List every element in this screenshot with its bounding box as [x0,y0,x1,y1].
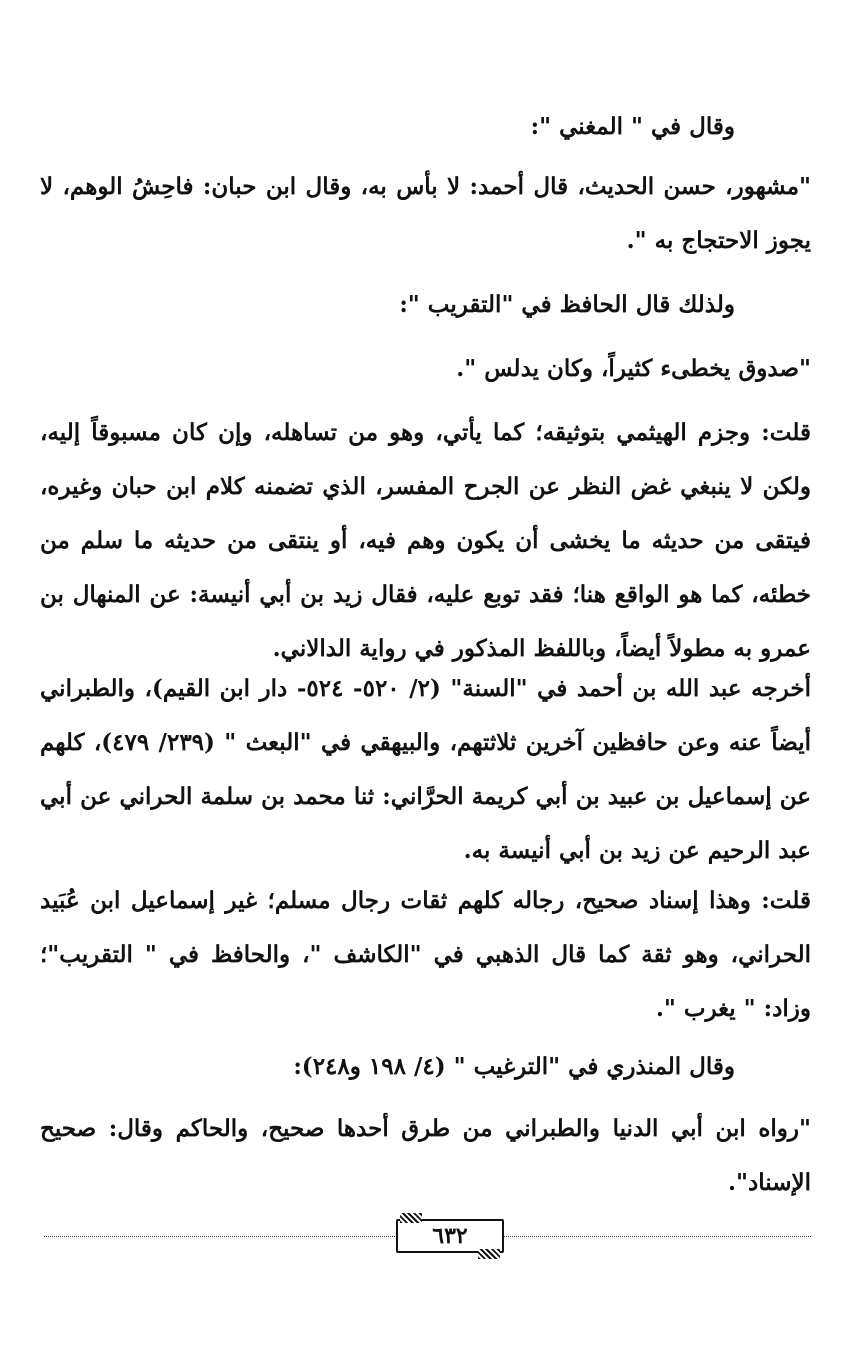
paragraph-intro-mundhiri: وقال المنذري في "الترغيب " (٤/ ١٩٨ و٢٤٨): [293,1053,735,1080]
paragraph-comment-isnad: قلت: وهذا إسناد صحيح، رجاله كلهم ثقات رجال مسلم؛ غير إسماعيل ابن عُبَيد الحراني، وهو ثقة كما قال الذهبي في "الكاشف "، والحافظ في " التقريب"؛ وزاد: " يغرب ". [40,887,811,1022]
page-number: ٦٣٢ [432,1223,468,1249]
paragraph-quote-mughni: "مشهور، حسن الحديث، قال أحمد: لا بأس به، وقال ابن حبان: فاحِشُ الوهم، لا يجوز الاحتجاج به ". [40,173,811,254]
paragraph-intro-mughni: وقال في " المغني ": [530,113,735,140]
ornament-icon [400,1213,422,1223]
ornament-icon [478,1249,500,1259]
paragraph-quote-taqrib: "صدوق يخطىء كثيراً، وكان يدلس ". [456,355,811,382]
page-number-box [396,1219,504,1253]
paragraph-intro-taqrib: ولذلك قال الحافظ في "التقريب ": [399,291,735,318]
paragraph-comment-haythami: قلت: وجزم الهيثمي بتوثيقه؛ كما يأتي، وهو من تساهله، وإن كان مسبوقاً إليه، ولكن لا ينبغي غض النظر عن الجرح المفسر، الذي تضمنه كلام ابن حبان وغيره، فيتقى من حديثه ما يخشى أن يكون وهم فيه، أو ينتقى من حديثه ما سلم من خطئه، كما هو الواقع هنا؛ فقد توبع عليه، فقال زيد بن أبي أنيسة: عن المنهال بن عمرو به مطولاً أيضاً، وباللفظ المذكور في رواية الدالاني. [40,419,811,662]
page-footer [44,1216,811,1256]
paragraph-quote-mundhiri: "رواه ابن أبي الدنيا والطبراني من طرق أحدها صحيح، والحاكم وقال: صحيح الإسناد". [40,1115,811,1196]
paragraph-takhrij: أخرجه عبد الله بن أحمد في "السنة" (٢/ ٥٢٠- ٥٢٤- دار ابن القيم)، والطبراني أيضاً عنه وعن حافظين آخرين ثلاثتهم، والبيهقي في "البعث " (٢٣٩/ ٤٧٩)، كلهم عن إسماعيل بن عبيد بن أبي كريمة الحرَّاني: ثنا محمد بن سلمة الحراني عن أبي عبد الرحيم عن زيد بن أبي أنيسة به. [40,675,811,864]
